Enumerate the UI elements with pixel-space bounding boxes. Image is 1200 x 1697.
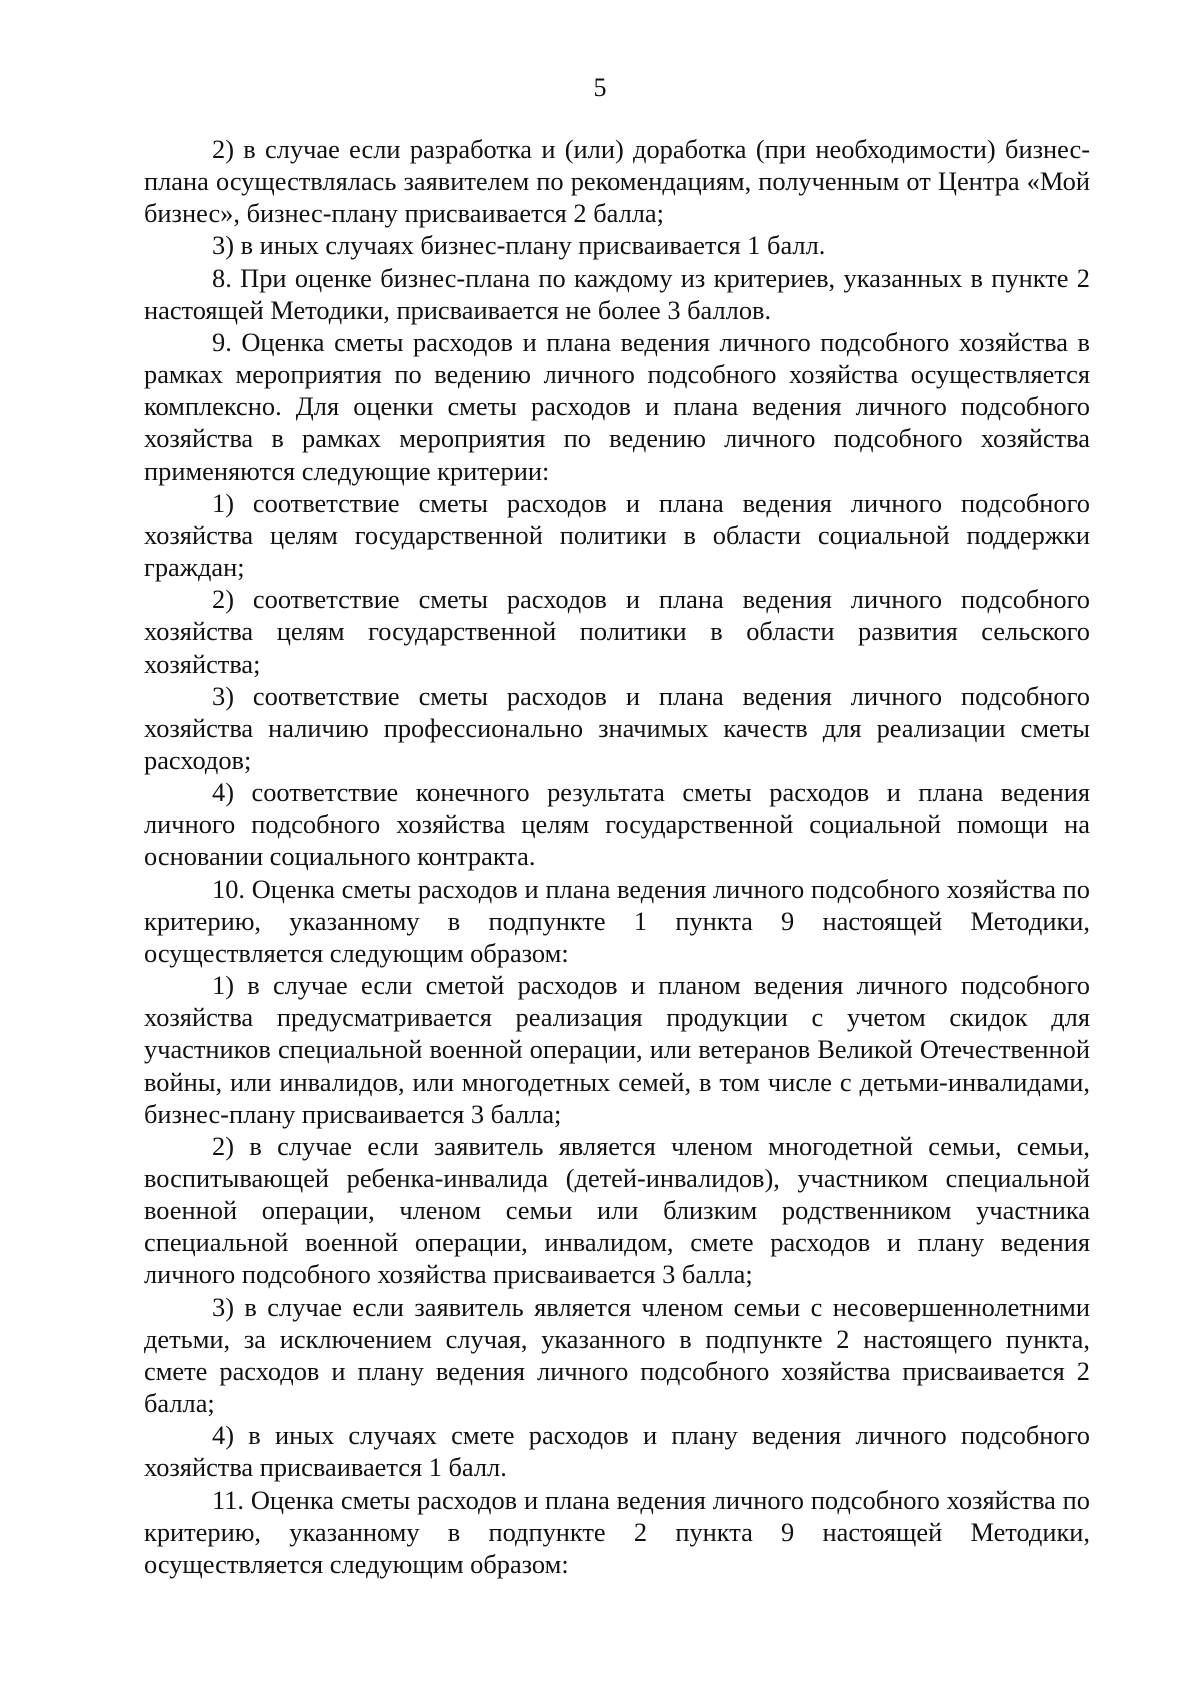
paragraph-clause-11: 11. Оценка сметы расходов и плана ведения личного подсобного хозяйства по критерию, указанному в подпункте 2 пункта 9 настоящей Методики, осуществляется следующим образом: bbox=[144, 1484, 1090, 1579]
page-number: 5 bbox=[593, 73, 607, 102]
paragraph-clause-9: 9. Оценка сметы расходов и плана ведения личного подсобного хозяйства в рамках мероприятия по ведению личного подсобного хозяйства осуществляется комплексно. Для оценки сметы расходов и плана ведения личного подсобного хозяйства в рамках мероприятия по ведению личного подсобного хозяйства применяются следующие критерии: bbox=[144, 326, 1090, 486]
paragraph-clause-10: 10. Оценка сметы расходов и плана ведения личного подсобного хозяйства по критерию, указанному в подпункте 1 пункта 9 настоящей Методики, осуществляется следующим образом: bbox=[144, 873, 1090, 968]
paragraph-criterion-2: 2) соответствие сметы расходов и плана ведения личного подсобного хозяйства целям государственной политики в области развития сельского хозяйства; bbox=[144, 584, 1090, 679]
document-body bbox=[144, 133, 1090, 1580]
paragraph-criterion-1: 1) соответствие сметы расходов и плана ведения личного подсобного хозяйства целям государственной политики в области социальной поддержки граждан; bbox=[144, 487, 1090, 583]
paragraph-clause-10-item-2: 2) в случае если заявитель является членом многодетной семьи, семьи, воспитывающей ребенка-инвалида (детей-инвалидов), участником специальной военной операции, членом семьи или близким родственником участника специальной военной операции, инвалидом, смете расходов и плану ведения личного подсобного хозяйства присваивается 3 балла; bbox=[144, 1130, 1090, 1290]
paragraph-clause-10-item-4: 4) в иных случаях смете расходов и плану ведения личного подсобного хозяйства присваивается 1 балл. bbox=[144, 1420, 1090, 1483]
paragraph-clause-10-item-1: 1) в случае если сметой расходов и планом ведения личного подсобного хозяйства предусматривается реализация продукции с учетом скидок для участников специальной военной операции, или ветеранов Великой Отечественной войны, или инвалидов, или многодетных семей, в том числе с детьми-инвалидами, бизнес-плану присваивается 3 балла; bbox=[144, 970, 1090, 1129]
paragraph-clause-8: 8. При оценке бизнес-плана по каждому из критериев, указанных в пункте 2 настоящей Методики, присваивается не более 3 баллов. bbox=[144, 262, 1090, 325]
paragraph-criterion-4: 4) соответствие конечного результата сметы расходов и плана ведения личного подсобного хозяйства целям государственной социальной помощи на основании социального контракта. bbox=[144, 777, 1090, 872]
paragraph-clause-10-item-3: 3) в случае если заявитель является членом семьи с несовершеннолетними детьми, за исключением случая, указанного в подпункте 2 настоящего пункта, смете расходов и плану ведения личного подсобного хозяйства присваивается 2 балла; bbox=[144, 1291, 1090, 1419]
paragraph-item-2-recommendations: 2) в случае если разработка и (или) доработка (при необходимости) бизнес-плана осуществлялась заявителем по рекомендациям, полученным от Центра «Мой бизнес», бизнес-плану присваивается 2 балла; bbox=[144, 134, 1090, 229]
paragraph-item-3-other-cases: 3) в иных случаях бизнес-плану присваивается 1 балл. bbox=[212, 230, 826, 261]
paragraph-criterion-3: 3) соответствие сметы расходов и плана ведения личного подсобного хозяйства наличию профессионально значимых качеств для реализации сметы расходов; bbox=[144, 680, 1090, 775]
